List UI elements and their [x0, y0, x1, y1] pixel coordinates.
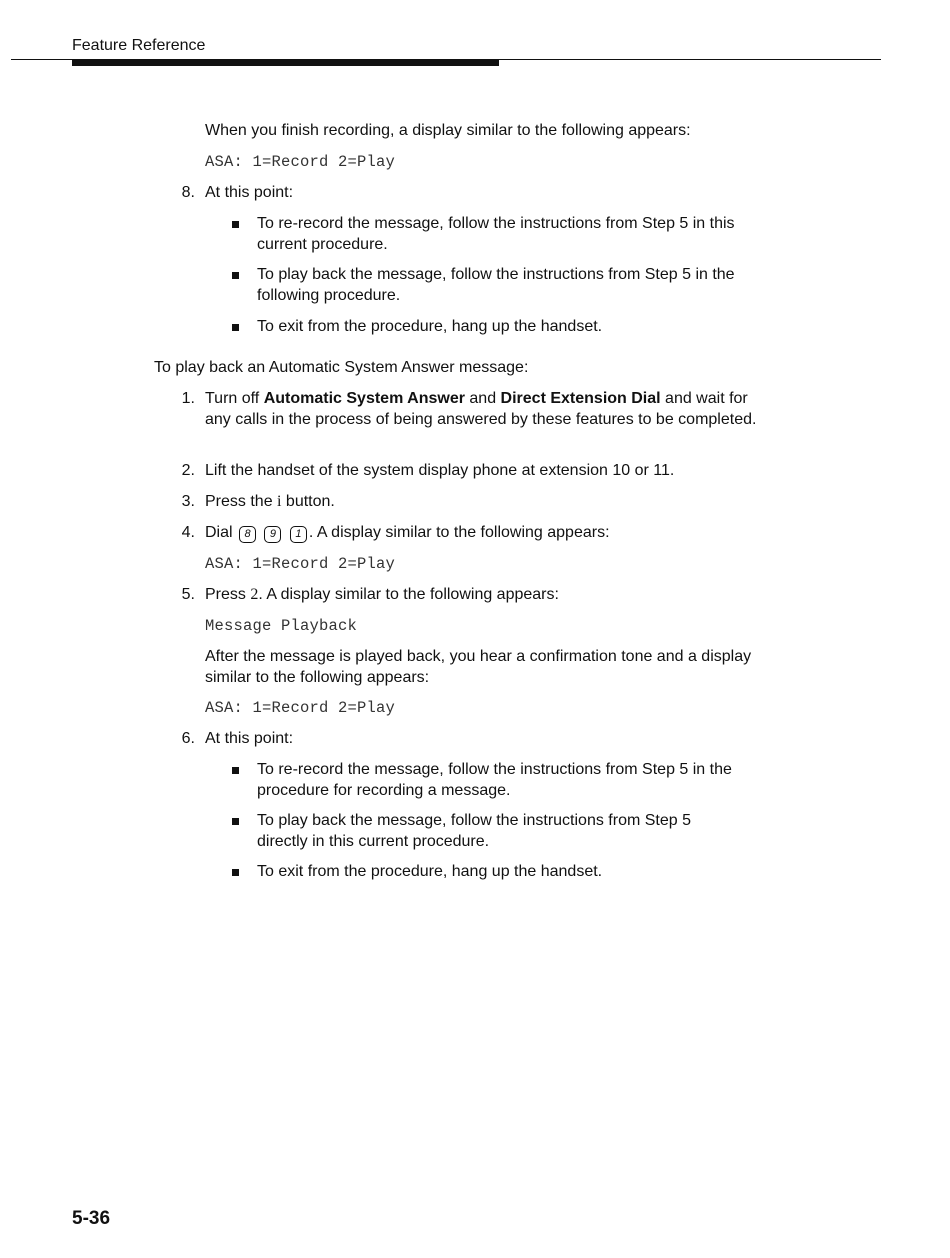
info-key-glyph: i — [277, 493, 282, 510]
step-text: At this point: — [205, 730, 294, 747]
procedure-heading: To play back an Automatic System Answer message: — [154, 359, 529, 376]
list-item: To exit from the procedure, hang up the handset. — [257, 863, 603, 880]
header-rule-thick — [72, 60, 499, 66]
display-readout: Message Playback — [205, 617, 358, 635]
display-readout: ASA: 1=Record 2=Play — [205, 699, 396, 717]
step-text-part: Dial — [205, 524, 238, 541]
running-header: Feature Reference — [72, 37, 206, 54]
bullet-icon — [232, 324, 239, 331]
feature-name: Direct Extension Dial — [500, 390, 661, 407]
step-number: 2. — [181, 462, 195, 479]
bullet-icon — [232, 869, 239, 876]
step-text: At this point: — [205, 184, 294, 201]
step-text: Lift the handset of the system display phone at extension 10 or 11. — [205, 462, 675, 479]
step-text-part: . A display similar to the following appears: — [308, 524, 610, 541]
step-text: After the message is played back, you hear a confirmation tone and a display similar to the following appears: — [205, 648, 752, 686]
step-number: 5. — [181, 586, 195, 603]
list-item: To re-record the message, follow the instructions from Step 5 in this current procedure. — [257, 215, 735, 253]
list-item: To exit from the procedure, hang up the handset. — [257, 318, 603, 335]
bullet-icon — [232, 767, 239, 774]
list-item: To re-record the message, follow the instructions from Step 5 in the procedure for recording a message. — [257, 761, 732, 799]
dial-key-icon: 1 — [290, 526, 307, 543]
display-readout: ASA: 1=Record 2=Play — [205, 153, 396, 171]
dial-key-glyph: 2 — [250, 586, 259, 603]
bullet-icon — [232, 818, 239, 825]
step-text — [205, 491, 775, 512]
list-item: To play back the message, follow the instructions from Step 5 directly in this current procedure. — [257, 812, 691, 850]
step-text-part: Press — [205, 586, 251, 603]
dial-key-icon: 8 — [239, 526, 256, 543]
bullet-icon — [232, 272, 239, 279]
page-number: 5-36 — [72, 1208, 111, 1229]
step-text — [205, 388, 775, 430]
step-text-part: and wait for any calls in the process of being answered by these features to be completed. — [205, 390, 757, 428]
bullet-icon — [232, 221, 239, 228]
step-text-part: . A display similar to the following appears: — [258, 586, 559, 603]
recording-intro-text: When you finish recording, a display similar to the following appears: — [205, 122, 691, 139]
display-readout: ASA: 1=Record 2=Play — [205, 555, 396, 573]
step-number: 8. — [181, 184, 195, 201]
step-number: 6. — [181, 730, 195, 747]
step-text-part: Turn off — [205, 390, 264, 407]
dial-key-icon: 9 — [264, 526, 281, 543]
step-number: 1. — [181, 390, 195, 407]
step-text-part: and — [464, 390, 501, 407]
feature-name: Automatic System Answer — [263, 390, 465, 407]
step-text — [205, 522, 775, 543]
step-text-part: Press the — [205, 493, 278, 510]
step-text — [205, 584, 775, 605]
step-number: 4. — [181, 524, 195, 541]
list-item: To play back the message, follow the instructions from Step 5 in the following procedure. — [257, 266, 735, 304]
step-text-part: button. — [281, 493, 335, 510]
step-number: 3. — [181, 493, 195, 510]
